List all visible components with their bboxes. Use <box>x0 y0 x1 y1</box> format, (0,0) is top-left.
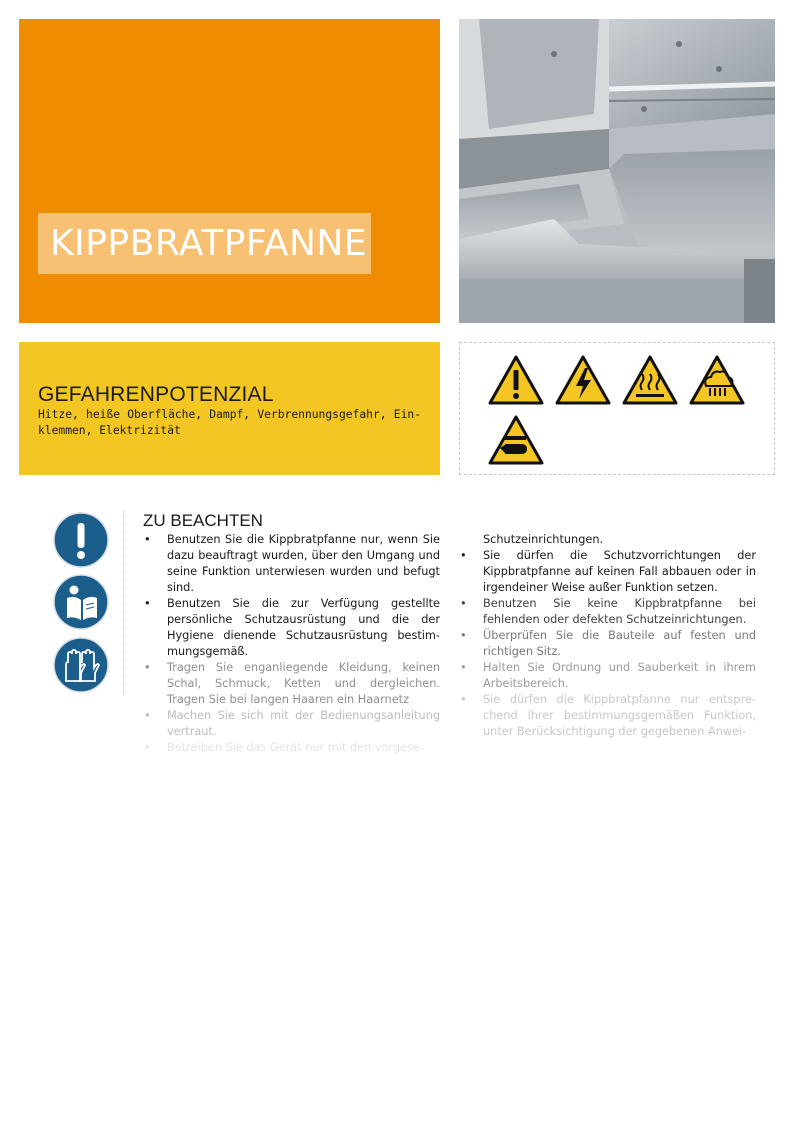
crushing-hand-warning-icon <box>487 414 545 466</box>
notes-title: ZU BEACHTEN <box>143 511 263 530</box>
list-item: • Überprüfen Sie die Bauteile auf festen und richtigen Sitz. <box>459 628 756 660</box>
list-item: • Halten Sie Ordnung und Sauberkeit in ihrem Arbeitsbereich. <box>459 660 756 692</box>
hazard-description: Hitze, heiße Oberfläche, Dampf, Verbrennungsgefahr, Einklemmen, Elektrizität <box>38 408 421 437</box>
list-item: • Benutzen Sie die zur Verfügung gestellte persönliche Schutzausrüstung und die der Hygiene dienende Schutzausrüstung bestimmungsgemäß. <box>143 596 440 660</box>
divider-line <box>123 511 124 696</box>
electricity-warning-icon <box>554 354 612 406</box>
general-warning-icon <box>487 354 545 406</box>
list-item: • Benutzen Sie keine Kippbratpfanne bei fehlenden oder defekten Schutzeinrichtungen. <box>459 596 756 628</box>
list-item: • Benutzen Sie die Kippbratpfanne nur, wenn Sie dazu beauftragt wurden, über den Umgang und seine Funktion unterwiesen wurden und befugt sind. <box>143 532 440 596</box>
list-item: Schutzeinrichtungen. <box>483 533 604 546</box>
list-item: • Machen Sie sich mit der Bedienungsanleitung vertraut. <box>143 708 440 740</box>
hazard-title: GEFAHRENPOTENZIAL <box>38 383 274 406</box>
list-item: • Sie dürfen die Kippbratpfanne nur entsprechend ihrer bestimmungsgemäßen Funktion, unter Berücksichtigung der gegebenen Anwei- <box>459 692 756 740</box>
notes-left-column <box>143 532 440 756</box>
general-mandatory-icon <box>53 512 109 568</box>
hot-surface-warning-icon <box>621 354 679 406</box>
steam-warning-icon <box>688 354 746 406</box>
wear-gloves-icon <box>53 637 109 693</box>
page-title: KIPPBRATPFANNE <box>50 223 368 264</box>
header-panel <box>19 19 440 323</box>
list-item: • Tragen Sie enganliegende Kleidung, keinen Schal, Schmuck, Ketten und dergleichen. Tragen Sie bei langen Haaren ein Haarnetz <box>143 660 440 708</box>
notes-right-list <box>459 532 756 740</box>
read-manual-icon <box>53 574 109 630</box>
hazard-panel <box>19 342 440 475</box>
notes-left-list <box>143 532 440 756</box>
product-photo <box>459 19 775 323</box>
list-item: • Sie dürfen die Schutzvorrichtungen der Kippbratpfanne auf keinen Fall abbauen oder in irgendeiner Weise außer Funktion setzen. <box>459 548 756 596</box>
warning-signs-panel <box>459 342 775 475</box>
notes-right-column <box>459 532 756 740</box>
title-box <box>38 213 371 274</box>
list-item: • Betreiben Sie das Gerät nur mit den vorgese- <box>143 740 440 756</box>
